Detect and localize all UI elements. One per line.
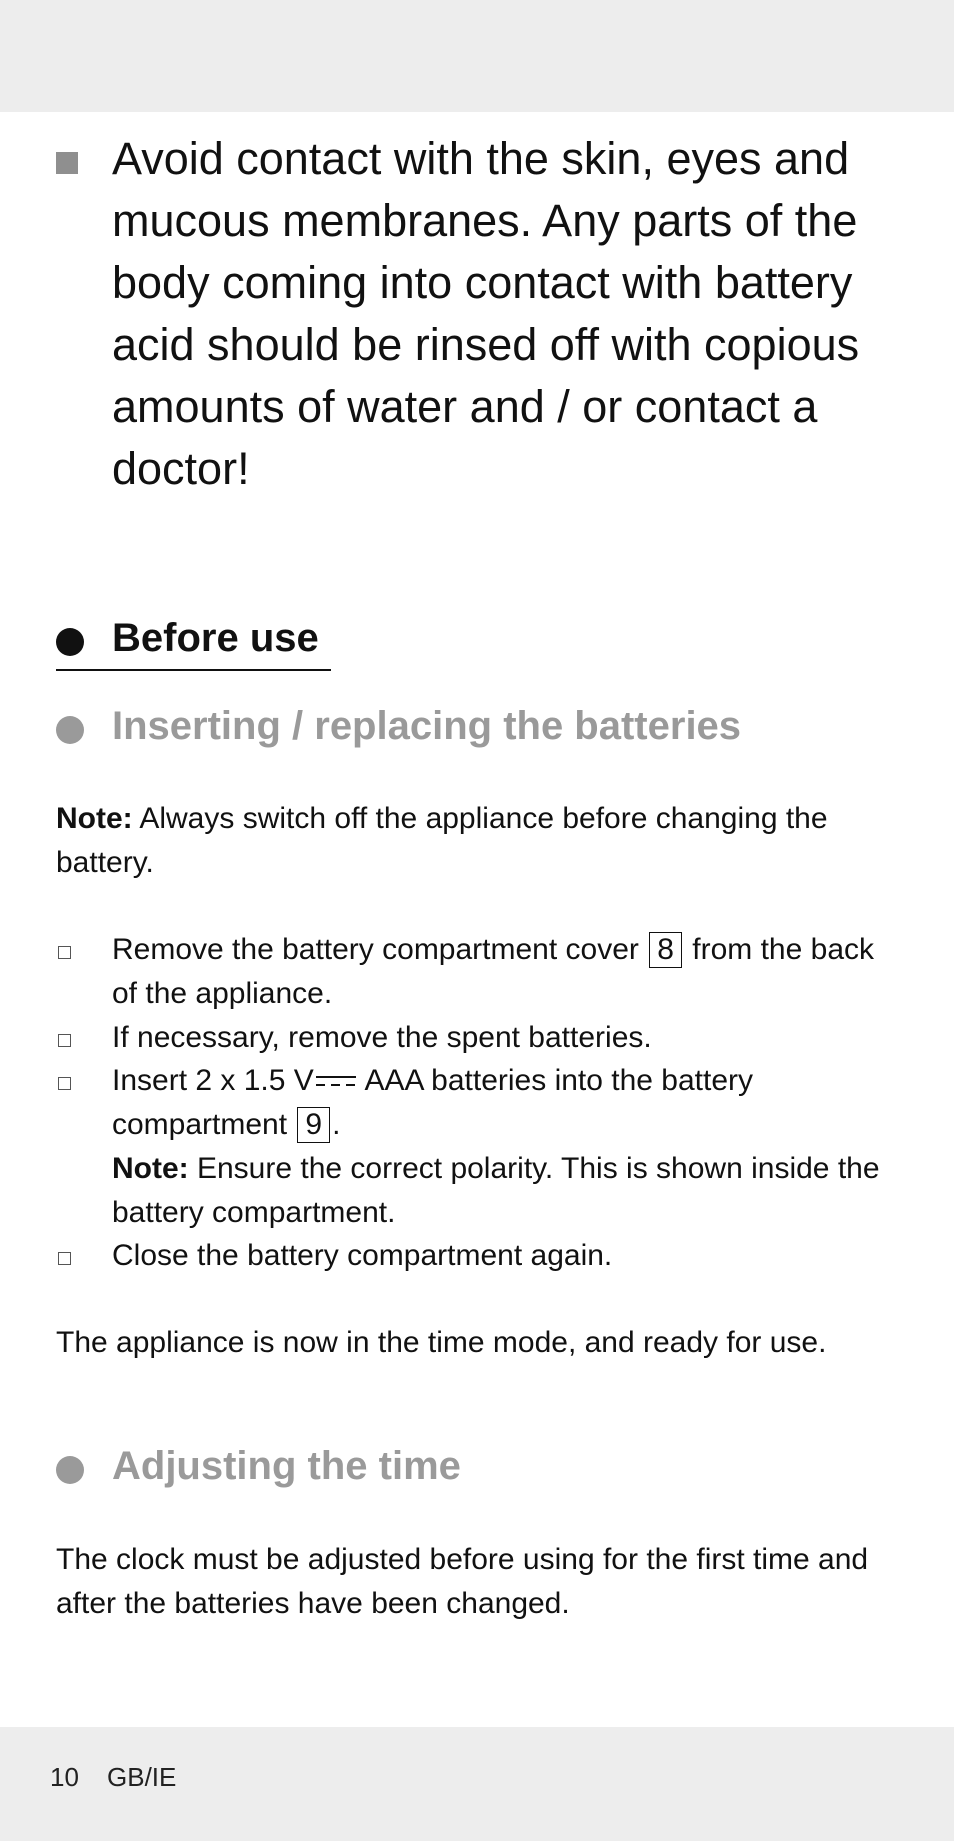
- section-bullet-icon: [56, 628, 84, 656]
- heading-adjusting-time: Adjusting the time: [112, 1444, 461, 1488]
- step-3-note-label: Note:: [112, 1152, 189, 1185]
- warning-text: Avoid contact with the skin, eyes and mucous membranes. Any parts of the body coming into contact with battery acid should be rinsed off with copious amounts of water and / or contact a doctor!: [112, 133, 860, 494]
- step-4: Close the battery compartment again.: [112, 1239, 613, 1272]
- checkbox-icon: [58, 1077, 71, 1090]
- page-number: 10: [50, 1762, 79, 1792]
- note-text: Always switch off the appliance before changing the battery.: [56, 802, 828, 879]
- checkbox-icon: [58, 1034, 71, 1047]
- subsection-bullet-icon: [56, 716, 84, 744]
- step-2: If necessary, remove the spent batteries.: [112, 1021, 652, 1054]
- closing-paragraph: The appliance is now in the time mode, and ready for use.: [56, 1326, 827, 1359]
- note-paragraph: [56, 797, 896, 885]
- direct-current-icon: [316, 1076, 356, 1088]
- step-1: [112, 928, 892, 1016]
- reference-number-9: 9: [297, 1107, 330, 1143]
- language-code: GB/IE: [107, 1762, 177, 1792]
- header-band: [0, 0, 954, 112]
- heading-underline: [56, 669, 331, 671]
- subsection-bullet-icon: [56, 1456, 84, 1484]
- checkbox-icon: [58, 946, 71, 959]
- reference-number-8: 8: [649, 932, 682, 968]
- step-3-text-b: AAA batteries into the battery compartment: [112, 1064, 754, 1141]
- step-1-text-b: from the back of the appliance.: [112, 933, 874, 1010]
- checkbox-icon: [58, 1252, 71, 1265]
- heading-batteries: Inserting / replacing the batteries: [112, 704, 742, 748]
- time-paragraph: The clock must be adjusted before using for the first time and after the batteries have been changed.: [56, 1543, 869, 1620]
- step-3-text-c: .: [332, 1108, 341, 1141]
- step-3: [112, 1059, 892, 1235]
- note-label: Note:: [56, 802, 133, 835]
- square-bullet-icon: [56, 152, 78, 174]
- heading-before-use: Before use: [112, 616, 319, 660]
- step-1-text-a: Remove the battery compartment cover: [112, 933, 648, 966]
- step-3-note-text: Ensure the correct polarity. This is shown inside the battery compartment.: [112, 1152, 880, 1229]
- step-3-text-a: Insert 2 x 1.5 V: [112, 1064, 314, 1097]
